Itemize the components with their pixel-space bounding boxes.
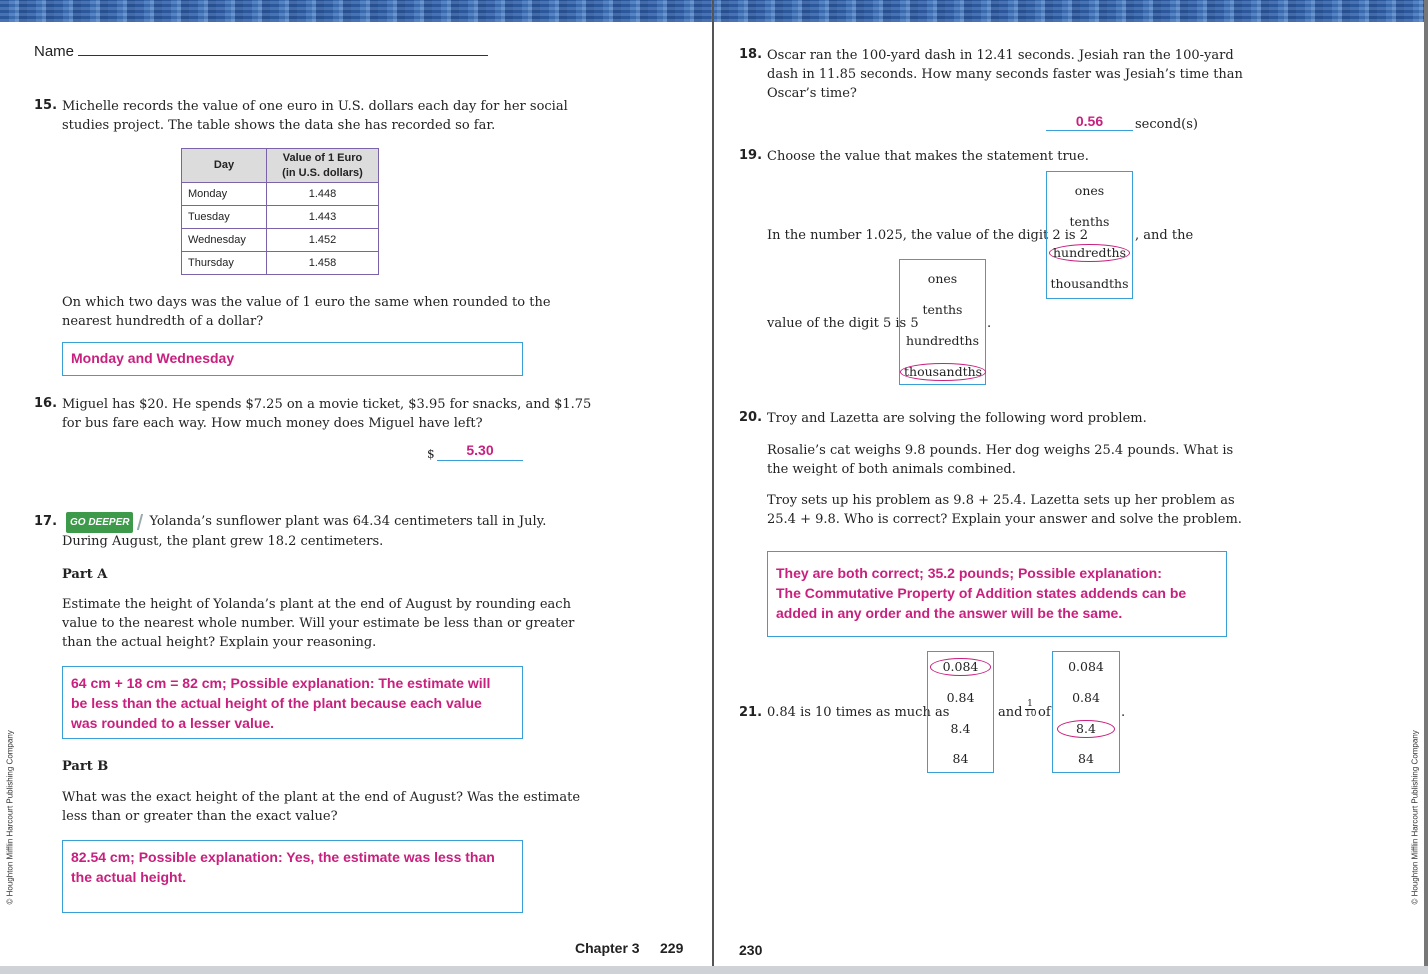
q15-text-2: studies project. The table shows the data she has recorded so far. (62, 118, 496, 133)
q19-dropdown-1[interactable] (1046, 171, 1133, 299)
q21-text: 0.84 is 10 times as much as (767, 705, 950, 720)
q20-problem-2: the weight of both animals combined. (767, 462, 1016, 477)
q21-number: 21. (739, 705, 763, 720)
choice-option[interactable]: tenths (922, 302, 963, 317)
table-row: Wednesday 1.452 (182, 229, 379, 252)
q21-period: . (1121, 705, 1126, 720)
q17-line1: GO DEEPER Yolanda’s sunflower plant was 64.34 centimeters tall in July. (66, 512, 546, 533)
q15-question-1: On which two days was the value of 1 euro the same when rounded to the (62, 295, 551, 310)
q20-answer-3: added in any order and the answer will be the same. (776, 605, 1123, 621)
choice-option[interactable]: 8.4 (950, 721, 971, 736)
fraction-numerator: 1 (1027, 699, 1033, 709)
q18-unit: second(s) (1135, 117, 1198, 132)
page-divider (712, 0, 714, 966)
name-label: Name (34, 43, 75, 60)
q20-setup-1: Troy sets up his problem as 9.8 + 25.4. Lazetta sets up her problem as (767, 493, 1235, 508)
q19-number: 19. (739, 148, 763, 163)
chapter-label: Chapter 3 (575, 940, 640, 956)
q20-answer-2: The Commutative Property of Addition states addends can be (776, 585, 1187, 601)
q18-number: 18. (739, 47, 763, 62)
table-row: Tuesday 1.443 (182, 206, 379, 229)
q17-partB-answer-1: 82.54 cm; Possible explanation: Yes, the estimate was less than (71, 849, 495, 865)
choice-option[interactable]: thousandths (1050, 276, 1129, 291)
q15-number: 15. (34, 98, 58, 113)
table-header-value: Value of 1 Euro (in U.S. dollars) (267, 149, 379, 183)
euro-value-table (181, 148, 379, 275)
q15-text-1: Michelle records the value of one euro in U.S. dollars each day for her social (62, 99, 568, 114)
choice-option-selected[interactable]: thousandths (900, 356, 985, 387)
q17-partB-answer-2: the actual height. (71, 869, 187, 885)
table-row: Thursday 1.458 (182, 252, 379, 275)
table-row: Monday 1.448 (182, 183, 379, 206)
q20-answer-box[interactable] (767, 551, 1227, 637)
bottom-band (0, 966, 1428, 974)
q17-partA-2: value to the nearest whole number. Will your estimate be less than or greater (62, 616, 575, 631)
q17-partA-title: Part A (62, 567, 108, 582)
q20-text: Troy and Lazetta are solving the following word problem. (767, 411, 1147, 426)
q19-statement-1: In the number 1.025, the value of the digit 2 is 2 (767, 228, 1088, 243)
q15-answer-box[interactable] (62, 342, 523, 376)
q21-dropdown-2[interactable] (1052, 651, 1120, 773)
choice-option-selected[interactable]: 8.4 (1053, 713, 1119, 744)
choice-option[interactable]: 84 (1078, 751, 1094, 766)
q16-number: 16. (34, 396, 58, 411)
q17-partA-answer-box[interactable] (62, 666, 523, 739)
q16-answer: 5.30 (466, 442, 494, 458)
copyright-right: © Houghton Mifflin Harcourt Publishing Company (1410, 730, 1420, 905)
q19-statement-1-end: , and the (1135, 228, 1194, 243)
q18-answer: 0.56 (1075, 113, 1104, 129)
q20-problem-1: Rosalie’s cat weighs 9.8 pounds. Her dog weighs 25.4 pounds. What is (767, 443, 1234, 458)
q16-answer-line[interactable] (437, 440, 523, 461)
q15-question-2: nearest hundredth of a dollar? (62, 314, 264, 329)
choice-option-selected[interactable]: 0.084 (928, 652, 993, 682)
choice-option[interactable]: ones (927, 271, 958, 286)
copyright-left: © Houghton Mifflin Harcourt Publishing Company (5, 730, 15, 905)
q21-dropdown-1[interactable] (927, 651, 994, 773)
q20-number: 20. (739, 410, 763, 425)
q17-partA-1: Estimate the height of Yolanda’s plant at the end of August by rounding each (62, 597, 571, 612)
q15-answer: Monday and Wednesday (71, 350, 235, 366)
q18-text-3: Oscar’s time? (767, 86, 857, 101)
choice-option-selected[interactable]: hundredths (1047, 237, 1132, 268)
q21-fraction (1025, 700, 1035, 719)
q18-text-1: Oscar ran the 100-yard dash in 12.41 seconds. Jesiah ran the 100-yard (767, 48, 1234, 63)
choice-option[interactable]: tenths (1069, 214, 1110, 229)
q18-text-2: dash in 11.85 seconds. How many seconds faster was Jesiah’s time than (767, 67, 1243, 82)
q16-currency: $ (427, 447, 435, 461)
badge-tail-icon (133, 514, 143, 530)
go-deeper-badge: GO DEEPER (66, 512, 133, 533)
q17-partB-answer-box[interactable] (62, 840, 523, 913)
q17-partA-answer-2: be less than the actual height of the plant because each value (71, 695, 482, 711)
q18-answer-line[interactable] (1046, 111, 1133, 131)
q17-partB-title: Part B (62, 759, 109, 774)
q19-statement-2-end: . (987, 316, 992, 331)
choice-option[interactable]: ones (1074, 183, 1105, 198)
q17-partA-3: than the actual height? Explain your reasoning. (62, 635, 377, 650)
q17-partA-answer-3: was rounded to a lesser value. (71, 715, 275, 731)
choice-option[interactable]: 84 (952, 751, 969, 766)
q17-partB-2: less than or greater than the exact value? (62, 809, 338, 824)
choice-option[interactable]: 0.84 (1072, 690, 1100, 705)
q19-prompt: Choose the value that makes the statement true. (767, 149, 1089, 164)
choice-option[interactable]: 0.084 (1068, 659, 1104, 674)
right-page-edge (1424, 0, 1428, 966)
q17-number: 17. (34, 514, 58, 529)
top-decorative-band (0, 0, 1428, 22)
page-number-left: 229 (660, 940, 684, 956)
q17-partA-answer-1: 64 cm + 18 cm = 82 cm; Possible explanation: The estimate will (71, 675, 491, 691)
q16-text-1: Miguel has $20. He spends $7.25 on a movie ticket, $3.95 for snacks, and $1.75 (62, 397, 592, 412)
q16-text-2: for bus fare each way. How much money does Miguel have left? (62, 416, 483, 431)
fraction-denominator: 10 (1025, 709, 1037, 719)
q17-partB-1: What was the exact height of the plant at the end of August? Was the estimate (62, 790, 581, 805)
name-line[interactable] (78, 55, 488, 56)
choice-option[interactable]: hundredths (905, 333, 980, 348)
choice-option[interactable]: 0.84 (946, 690, 975, 705)
q17-text-2: During August, the plant grew 18.2 centimeters. (62, 534, 384, 549)
q19-statement-2: value of the digit 5 is 5 (767, 316, 919, 331)
q21-and: and (998, 705, 1023, 720)
q21-of: of (1038, 705, 1051, 720)
q20-setup-2: 25.4 + 9.8. Who is correct? Explain your answer and solve the problem. (767, 512, 1242, 527)
q20-answer-1: They are both correct; 35.2 pounds; Possible explanation: (776, 565, 1162, 581)
table-header-day: Day (182, 149, 267, 183)
q19-dropdown-2[interactable] (899, 259, 986, 385)
page-number-right: 230 (739, 942, 763, 958)
